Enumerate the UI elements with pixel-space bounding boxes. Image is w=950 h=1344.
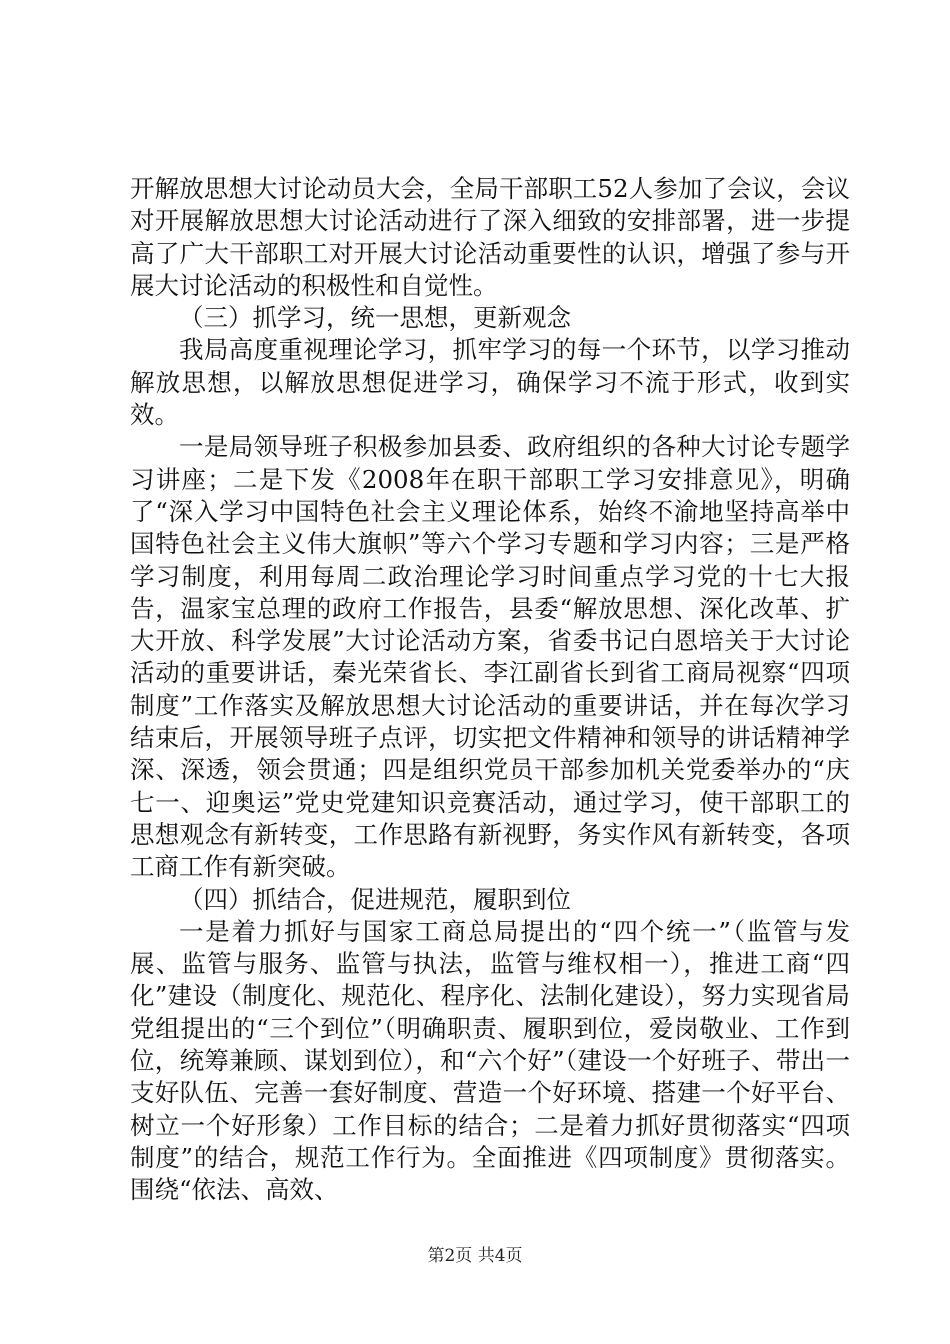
paragraph-continuation: 开解放思想大讨论动员大会，全局干部职工52人参加了会议，会议对开展解放思想大讨论活动进行了深入细致的安排部署，进一步提高了广大干部职工对开展大讨论活动重要性的认识，增强了参与开展大讨论活动的积极性和自觉性。 xyxy=(130,174,850,300)
document-body xyxy=(130,173,850,1207)
paragraph-study-details: 一是局领导班子积极参加县委、政府组织的各种大讨论专题学习讲座；二是下发《2008年在职干部职工学习安排意见》，明确了“深入学习中国特色社会主义理论体系，始终不渝地坚持高举中国特色社会主义伟大旗帜”等六个学习专题和学习内容；三是严格学习制度，利用每周二政治理论学习时间重点学习党的十七大报告，温家宝总理的政府工作报告，县委“解放思想、深化改革、扩大开放、科学发展”大讨论活动方案，省委书记白恩培关于大讨论活动的重要讲话，秦光荣省长、李江副省长到省工商局视察“四项制度”工作落实及解放思想大讨论活动的重要讲话，并在每次学习结束后，开展领导班子点评，切实把文件精神和领导的讲话精神学深、深透，领会贯通；四是组织党员干部参加机关党委举办的“庆七一、迎奥运”党史党建知识竞赛活动，通过学习，使干部职工的思想观念有新转变，工作思路有新视野，务实作风有新转变，各项工商工作有新突破。 xyxy=(130,432,850,882)
page-number-footer: 第2页 共4页 xyxy=(427,1246,523,1266)
section-heading-3: （三）抓学习，统一思想，更新观念 xyxy=(179,303,571,333)
paragraph-study-intro: 我局高度重视理论学习，抓牢学习的每一个环节，以学习推动解放思想，以解放思想促进学习，确保学习不流于形式，收到实效。 xyxy=(130,335,850,430)
paragraph-integration: 一是着力抓好与国家工商总局提出的“四个统一”（监管与发展、监管与服务、监管与执法，监管与维权相一），推进工商“四化”建设（制度化、规范化、程序化、法制化建设），努力实现省局党组提出的“三个到位”（明确职责、履职到位，爱岗敬业、工作到位，统筹兼顾、谋划到位），和“六个好”（建设一个好班子、带出一支好队伍、完善一套好制度、营造一个好环境、搭建一个好平台、树立一个好形象）工作目标的结合；二是着力抓好贯彻落实“四项制度”的结合，规范工作行为。全面推进《四项制度》贯彻落实。围绕“依法、高效、 xyxy=(130,916,850,1205)
section-heading-4: （四）抓结合，促进规范，履职到位 xyxy=(179,884,571,914)
